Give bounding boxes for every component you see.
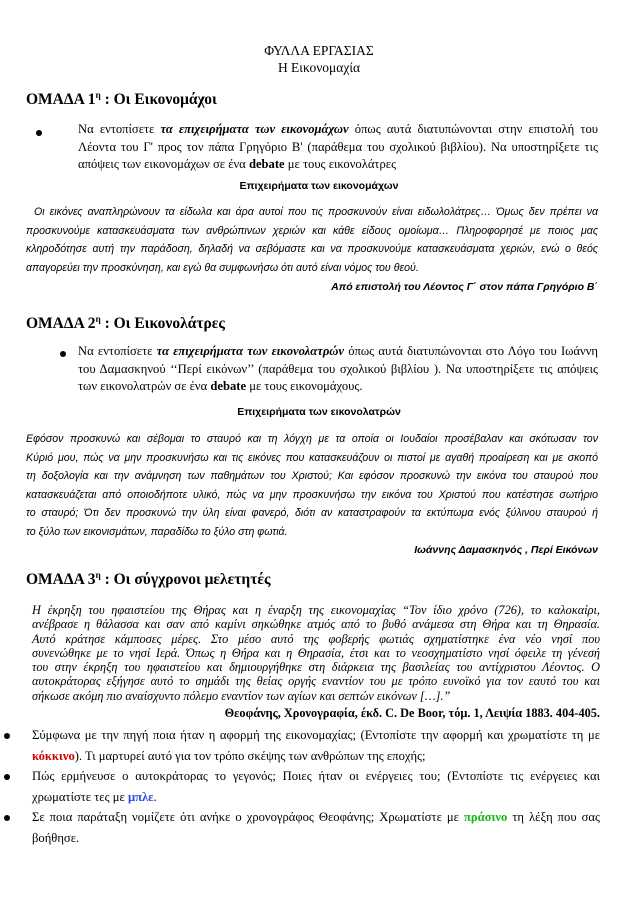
- group3-heading: ΟΜΑΔΑ $3^\eta$ : Οι σύγχρονοι μελετητές: [26, 570, 271, 588]
- group1-task: Να εντοπίσετε τα επιχειρήματα των εικονομάχων όπως αυτά διατυπώνονται στην επιστολή του Λέοντα του Γ' προς τον πάπα Γρηγόριο Β' (παράθεμα του σχολικού βιβλίου). Να υποστηρίξετε τις απόψεις των εικονομάχων σε ένα debate με τους εικονολάτρες: [78, 122, 598, 171]
- bullet-icon: [36, 130, 42, 136]
- group3-question-2: Πώς ερμήνευσε ο αυτοκράτορας το γεγονός; Ποιες ήταν οι ενέργειες του; (Εντοπίστε τις ενέργειες και χρωματίστε τες με μπλε.: [32, 769, 600, 804]
- group1-source: Από επιστολή του Λέοντος Γ΄ στον πάπα Γρηγόριο Β΄: [331, 281, 598, 293]
- group2-subheading: Επιχειρήματα των εικονολατρών: [237, 406, 401, 418]
- group1-subheading: Επιχειρήματα των εικονομάχων: [239, 180, 399, 192]
- group3-source: Θεοφάνης, Χρονογραφία, έκδ. C. De Boor, τόμ. 1, Λειψία 1883. 404-405.: [224, 706, 600, 720]
- group3-text: Η έκρηξη του ηφαιστείου της Θήρας και η έναρξη της εικονομαχίας “Τον ίδιο χρόνο (726), το καλοκαίρι, ανέβρασε η θάλασσα και σαν από καμίνι σηκώθηκε ατμός από το βυθό ανάμεσα στη Θήρα και τη Θηρασία. Αυτό κράτησε κάμποσες μέρες. Στο μέσο αυτό της φοβερής φωτιάς σχηματίστηκε ένα νέο νησί που συνενώθηκε με το νησί Ιερά. Όπως η Θήρα και η Θηρασία, έτσι και το νεοσχηματίστο νησί όφειλε τη γένεσή του στην έκρηξη του ηφαιστείου και δημιουργήθηκε στη διάρκεια της βασιλείας του αντίχριστου Λέοντος. Ο αυτοκράτορας εξήγησε αυτό το σημάδι της θείας οργής εναντίον του με τρόπο ευνοϊκό για τον εαυτό του και σήκωσε ακόμη πιο αναίσχυντο πόλεμο εναντίον των αγίων και σεπτών εικόνων […].”: [32, 603, 600, 703]
- bullet-icon: [60, 351, 66, 357]
- group2-heading: ΟΜΑΔΑ $2^\eta$ : Οι Εικονολάτρες: [26, 314, 225, 332]
- group3-question-3: Σε ποια παράταξη νομίζετε ότι ανήκε ο χρονογράφος Θεοφάνης; Χρωματίστε με πράσινο τη λέξη που σας βοήθησε.: [32, 810, 600, 845]
- group1-heading: ΟΜΑΔΑ $1^\eta$ : Οι Εικονομάχοι: [26, 90, 217, 108]
- bullet-icon: [4, 733, 10, 739]
- group2-source: Ιωάννης Δαμασκηνός , Περί Εικόνων: [414, 544, 598, 556]
- group2-quote: Εφόσον προσκυνώ και σέβομαι το σταυρό και τη λόγχη με τα οποία οι Ιουδαίοι προσέβαλαν και σκότωσαν τον Κύριό μου, πώς να μην προσκυνήσω και τις εικόνες που κατασκευάζουν οι πιστοί με αγαθή προαίρεση και με σκοπό τη δοξολογία και την ανάμνηση των παθημάτων του Χριστού; Και εφόσον προσκυνώ την εικόνα του σταυρού που κατασκευάζεται από οποιοδήποτε υλικό, πώς να μην προσκυνήσω την εικόνα του Χριστού που κατέστησε σωτήριο το σταυρό; Ότι δεν προσκυνώ την ύλη είναι φανερό, διότι αν καταστραφούν τα εκτύπωμα ενός ξύλινου σταυρού ή το ξύλο των εικονισμάτων, παραδίδω το ξύλο στη φωτιά.: [26, 433, 598, 538]
- page-title: ΦΥΛΛΑ ΕΡΓΑΣΙΑΣ: [264, 43, 374, 58]
- group1-quote: Οι εικόνες αναπληρώνουν τα είδωλα και άρα αυτοί που τις προσκυνούν είναι ειδωλολάτρες… Όμως δεν πρέπει να προσκυνούμε κατασκευάσματα των ανθρώπινων χεριών και κάθε είδους ομοίωμα… Πληροφορησέ με ποιος μας κληροδότησε αυτή την παράδοση, δηλαδή να σεβόμαστε και να προσκυνούμε κατασκευάσματα χεριών, ενώ ο θεός απαγορεύει την προσκύνηση, και εγώ θα συμφωνήσω ότι αυτό είναι νόμος του θεού.: [26, 206, 598, 274]
- bullet-icon: [4, 815, 10, 821]
- group3-question-1: Σύμφωνα με την πηγή ποια ήταν η αφορμή της εικονομαχίας; (Εντοπίστε την αφορμή και χρωματίστε τη με κόκκινο). Τι μαρτυρεί αυτό για τον τρόπο σκέψης των ανθρώπων της εποχής;: [32, 728, 600, 763]
- page-subtitle: Η Εικονομαχία: [277, 60, 361, 75]
- bullet-icon: [4, 774, 10, 780]
- group2-task: Να εντοπίσετε τα επιχειρήματα των εικονολατρών όπως αυτά διατυπώνονται στο Λόγο του Ιωάννη του Δαμασκηνού ‘‘Περί εικόνων’’ (παράθεμα του σχολικού βιβλίου ). Να υποστηρίξετε τις απόψεις των εικονολατρών σε ένα debate με τους εικονομάχους.: [78, 344, 598, 393]
